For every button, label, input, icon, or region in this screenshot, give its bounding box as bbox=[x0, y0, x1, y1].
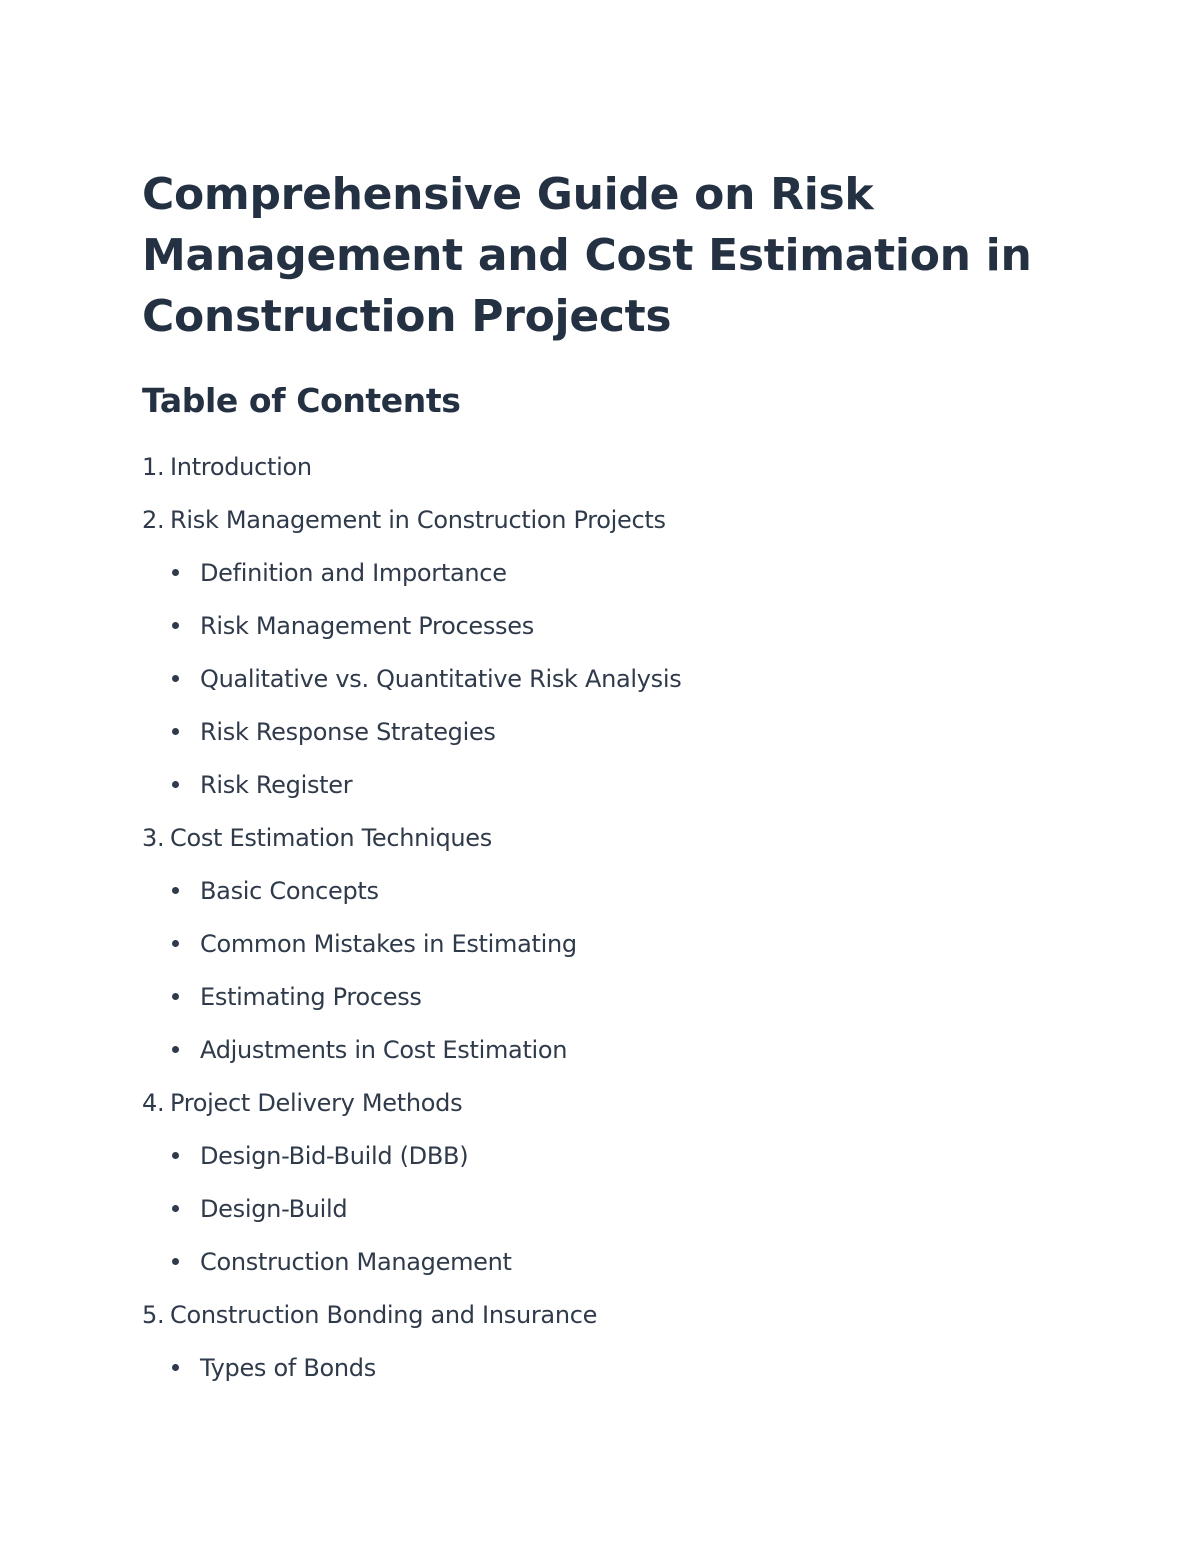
toc-subsection-item bbox=[142, 865, 681, 918]
toc-subsection-item bbox=[142, 600, 681, 653]
toc-section-number: 5. bbox=[142, 1301, 165, 1329]
toc-section-label: Cost Estimation Techniques bbox=[170, 824, 492, 852]
toc-section-number: 3. bbox=[142, 824, 165, 852]
toc-subsection-label: Definition and Importance bbox=[200, 559, 507, 587]
bullet-icon bbox=[172, 1152, 179, 1159]
toc-section-item bbox=[142, 1289, 681, 1342]
bullet-icon bbox=[172, 1046, 179, 1053]
toc-section-number: 1. bbox=[142, 453, 165, 481]
toc-subsection-item bbox=[142, 706, 681, 759]
bullet-icon bbox=[172, 728, 179, 735]
toc-section-label: Project Delivery Methods bbox=[170, 1089, 463, 1117]
toc-subsection-item bbox=[142, 653, 681, 706]
toc-subsection-item bbox=[142, 547, 681, 600]
toc-subsection-item bbox=[142, 1183, 681, 1236]
toc-subsection-label: Types of Bonds bbox=[200, 1354, 376, 1382]
toc-subsection-label: Risk Management Processes bbox=[200, 612, 534, 640]
toc-subsection-item bbox=[142, 971, 681, 1024]
bullet-icon bbox=[172, 675, 179, 682]
toc-section-number: 4. bbox=[142, 1089, 165, 1117]
bullet-icon bbox=[172, 569, 179, 576]
toc-subsection-label: Design-Bid-Build (DBB) bbox=[200, 1142, 469, 1170]
document-title: Comprehensive Guide on Risk Management and Cost Estimation in Construction Projects bbox=[142, 169, 1032, 342]
toc-section-item bbox=[142, 812, 681, 865]
bullet-icon bbox=[172, 1364, 179, 1371]
toc-subsection-label: Risk Response Strategies bbox=[200, 718, 496, 746]
toc-subsection-item bbox=[142, 759, 681, 812]
toc-section-number: 2. bbox=[142, 506, 165, 534]
toc-section-label: Introduction bbox=[170, 453, 312, 481]
toc-subsection-item bbox=[142, 1236, 681, 1289]
toc-subsection-item bbox=[142, 1024, 681, 1077]
table-of-contents bbox=[142, 441, 681, 1395]
toc-section-label: Construction Bonding and Insurance bbox=[170, 1301, 598, 1329]
toc-subsection-label: Common Mistakes in Estimating bbox=[200, 930, 577, 958]
bullet-icon bbox=[172, 1258, 179, 1265]
bullet-icon bbox=[172, 781, 179, 788]
toc-section-item bbox=[142, 494, 681, 547]
bullet-icon bbox=[172, 1205, 179, 1212]
toc-subsection-item bbox=[142, 1342, 681, 1395]
toc-section-item bbox=[142, 441, 681, 494]
toc-subsection-label: Design-Build bbox=[200, 1195, 348, 1223]
toc-heading: Table of Contents bbox=[142, 381, 461, 420]
toc-subsection-label: Risk Register bbox=[200, 771, 353, 799]
toc-subsection-label: Qualitative vs. Quantitative Risk Analysis bbox=[200, 665, 682, 693]
toc-subsection-label: Estimating Process bbox=[200, 983, 422, 1011]
toc-subsection-item bbox=[142, 1130, 681, 1183]
bullet-icon bbox=[172, 887, 179, 894]
bullet-icon bbox=[172, 940, 179, 947]
bullet-icon bbox=[172, 622, 179, 629]
toc-subsection-label: Basic Concepts bbox=[200, 877, 379, 905]
bullet-icon bbox=[172, 993, 179, 1000]
toc-subsection-label: Construction Management bbox=[200, 1248, 512, 1276]
toc-subsection-item bbox=[142, 918, 681, 971]
toc-section-label: Risk Management in Construction Projects bbox=[170, 506, 666, 534]
toc-section-item bbox=[142, 1077, 681, 1130]
toc-subsection-label: Adjustments in Cost Estimation bbox=[200, 1036, 568, 1064]
